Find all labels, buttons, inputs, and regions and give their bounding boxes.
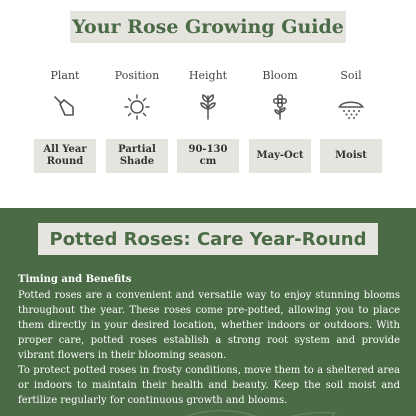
guide-item-value: All Year Round [43,144,87,167]
guide-title: Your Rose Growing Guide [72,16,344,38]
guide-item-value: May-Oct [256,150,304,161]
guide-item-value-box [106,139,168,173]
guide-item-value: 90-130 cm [188,144,228,167]
guide-item-value-box [34,139,96,173]
guide-item-value: Moist [335,150,367,161]
guide-item-value: Partial Shade [118,144,156,167]
trowel-icon [51,93,79,121]
guide-item-value-box [320,139,382,173]
soil-mound-icon [337,93,365,121]
guide-item-value-box [249,139,311,173]
guide-item-label: Position [114,69,160,82]
guide-item-label: Plant [50,69,80,82]
guide-title-banner [70,11,346,43]
guide-item-label: Bloom [262,69,298,82]
guide-item-label: Soil [340,69,362,82]
care-paragraph-1: Potted roses are a convenient and versatile way to enjoy stunning blooms throughout the year. These roses come pre-potted, allowing you to place them directly in your desired location, whether indoors or outdoors. With proper care, potted roses establish a strong root system and provide vibrant flowers in their blooming season. [18,290,400,361]
sun-icon [123,93,151,121]
guide-item-label: Height [188,69,228,82]
care-title: Potted Roses: Care Year-Round [49,228,367,250]
care-title-banner [38,223,378,255]
guide-item-value-box [177,139,239,173]
care-text [18,272,400,408]
plant-stem-icon [194,93,222,121]
care-paragraph-2: To protect potted roses in frosty conditions, move them to a sheltered area or indoors to maintain their health and beauty. Keep the soil moist and fertilize regularly for continuous growth and blooms. [18,365,400,406]
care-heading: Timing and Benefits [18,274,132,285]
flower-icon [266,93,294,121]
care-section [0,208,416,416]
